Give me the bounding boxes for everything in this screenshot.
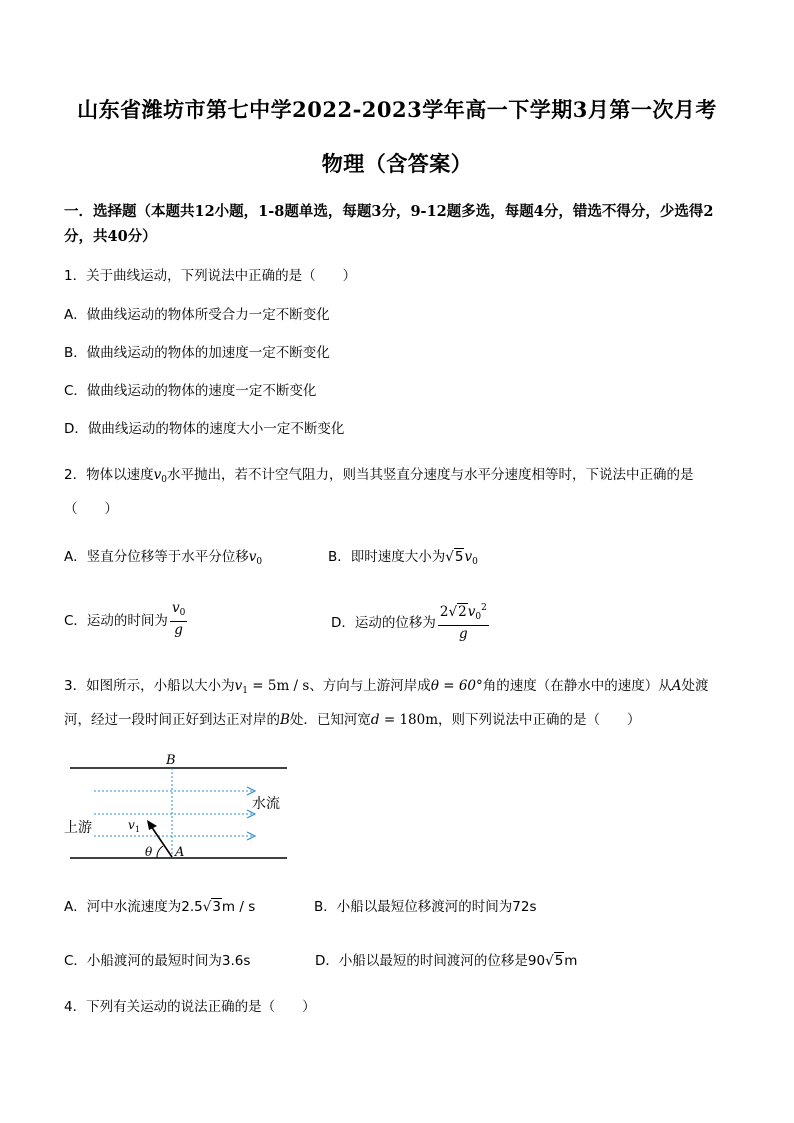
q1-option-b: B．做曲线运动的物体的加速度一定不断变化 <box>64 345 330 361</box>
q2-stem-b: 水平抛出，若不计空气阻力，则当其竖直分速度与水平分速度相等时，下说法中正确的是 <box>166 467 694 483</box>
q2-stem-a: 2．物体以速度 <box>64 467 154 483</box>
label-v-sub: 1 <box>135 825 141 834</box>
q3-option-b: B．小船以最短位移渡河的时间为72s <box>314 899 537 915</box>
q2-option-a: A．竖直分位移等于水平分位移$v_0$ <box>64 549 263 567</box>
title-line-1: 山东省潍坊市第七中学2022-2023学年高一下学期3月第一次月考 <box>77 97 717 122</box>
q2-stem <box>64 463 693 485</box>
q1-stem: 1．关于曲线运动，下列说法中正确的是（ ） <box>64 268 357 284</box>
q1-option-c: C．做曲线运动的物体的速度一定不断变化 <box>64 383 317 399</box>
velocity-arrow <box>151 826 172 857</box>
q3-stem-line2: 河，经过一段时间正好到达正对岸的B处．已知河宽d = 180m，则下列说法中正确的是（ ） <box>64 712 641 728</box>
q1-option-a: A．做曲线运动的物体所受合力一定不断变化 <box>64 307 330 323</box>
section-heading: 一．选择题（本题共12小题，1-8题单选，每题3分，9-12题多选，每题4分，错选不得分，少选得2分，共40分） <box>64 203 714 245</box>
label-theta: θ <box>145 845 153 859</box>
label-v: v <box>128 818 135 832</box>
q2-v0: $v_0$ <box>153 467 167 485</box>
q3-option-d: D．小船以最短的时间渡河的位移是90√5m <box>315 953 578 969</box>
flow-lines <box>94 791 252 836</box>
river-diagram <box>62 750 302 865</box>
q3-option-c: C．小船渡河的最短时间为3.6s <box>64 953 251 969</box>
q1-option-d: D．做曲线运动的物体的速度大小一定不断变化 <box>64 421 345 437</box>
q3-stem-line1: 3．如图所示，小船以大小为$v_1 = 5m / s$、方向与上游河岸成θ = 60°角的速度（在静水中的速度）从A处渡 <box>64 678 709 696</box>
q2-option-d: D．运动的位移为 $\frac{2√2v_0^2}{g}$ <box>331 600 491 642</box>
velocity-arrowhead <box>147 820 157 830</box>
label-flow: 水流 <box>252 796 280 812</box>
label-b: B <box>166 753 176 768</box>
label-a: A <box>175 845 185 860</box>
q2-option-b: B．即时速度大小为$√5v_0$ <box>328 549 478 567</box>
q2-option-c: C．运动的时间为 $\frac{v_0}{g}$ <box>64 600 186 638</box>
title-line-2: 物理（含答案） <box>321 151 473 176</box>
angle-arc <box>157 846 163 858</box>
q3-option-a: A．河中水流速度为2.5√3m / s <box>64 899 256 915</box>
label-upstream: 上游 <box>64 820 92 836</box>
q2-stem-bracket: （ ） <box>64 501 118 517</box>
q4-stem: 4．下列有关运动的说法正确的是（ ） <box>64 999 316 1015</box>
